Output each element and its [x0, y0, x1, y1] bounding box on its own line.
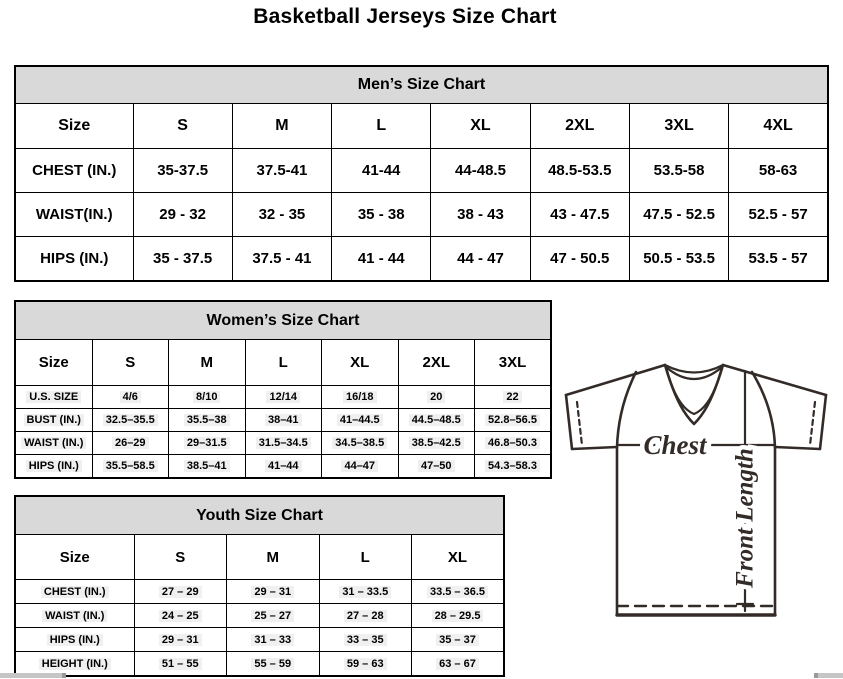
size-header-row	[15, 104, 828, 149]
size-cell: L	[319, 535, 412, 580]
row-label: HIPS (IN.)	[47, 634, 103, 646]
row-label-cell	[15, 455, 92, 479]
value-text: 41–44.5	[337, 414, 383, 426]
size-cell: M	[227, 535, 320, 580]
size-cell: XL	[431, 104, 530, 149]
value-cell: 52.5 - 57	[729, 193, 828, 237]
horizontal-scrollbar-left-fragment[interactable]	[0, 673, 66, 678]
value-text: 27 – 29	[159, 586, 202, 598]
youth-size-chart-table	[14, 495, 505, 677]
row-label-cell	[15, 580, 134, 604]
value-cell	[245, 386, 322, 409]
measurement-row	[15, 237, 828, 282]
value-cell	[227, 628, 320, 652]
row-label-cell	[15, 386, 92, 409]
scrollbar-thumb-edge[interactable]	[814, 673, 818, 678]
value-cell: 29 - 32	[133, 193, 232, 237]
value-text: 38–41	[265, 414, 302, 426]
row-label: HIPS (IN.)	[26, 460, 82, 472]
value-cell	[412, 628, 505, 652]
value-cell	[322, 432, 399, 455]
value-cell: 35 - 38	[332, 193, 431, 237]
measurement-row	[15, 628, 504, 652]
value-cell	[245, 432, 322, 455]
value-text: 35 – 37	[436, 634, 479, 646]
value-cell	[398, 455, 475, 479]
table-title: Men’s Size Chart	[15, 66, 828, 104]
row-label-cell: CHEST (IN.)	[15, 149, 133, 193]
value-text: 26–29	[112, 437, 149, 449]
value-cell	[322, 409, 399, 432]
row-label-cell	[15, 432, 92, 455]
value-cell: 41-44	[332, 149, 431, 193]
size-label-cell: Size	[15, 104, 133, 149]
value-cell: 38 - 43	[431, 193, 530, 237]
value-cell	[398, 409, 475, 432]
value-text: 34.5–38.5	[332, 437, 387, 449]
value-text: 4/6	[120, 391, 141, 403]
row-label: WAIST (IN.)	[21, 437, 86, 449]
value-text: 35.5–58.5	[103, 460, 158, 472]
measurement-row	[15, 149, 828, 193]
row-label: HEIGHT (IN.)	[39, 658, 111, 670]
value-cell	[475, 386, 552, 409]
size-cell: 2XL	[530, 104, 629, 149]
value-text: 55 – 59	[251, 658, 294, 670]
value-text: 12/14	[266, 391, 300, 403]
value-text: 38.5–42.5	[409, 437, 464, 449]
value-text: 32.5–35.5	[103, 414, 158, 426]
value-cell: 44 - 47	[431, 237, 530, 282]
womens-size-chart-table	[14, 300, 552, 479]
value-cell	[92, 409, 169, 432]
value-cell	[92, 432, 169, 455]
value-cell: 50.5 - 53.5	[629, 237, 728, 282]
jersey-measurement-diagram	[556, 358, 843, 624]
value-cell	[169, 455, 246, 479]
value-cell	[245, 409, 322, 432]
value-cell	[475, 409, 552, 432]
value-cell	[134, 628, 227, 652]
value-text: 46.8–50.3	[485, 437, 540, 449]
table-title-row	[15, 301, 551, 340]
value-cell: 32 - 35	[232, 193, 331, 237]
value-cell	[169, 409, 246, 432]
value-cell: 47.5 - 52.5	[629, 193, 728, 237]
measurement-row	[15, 580, 504, 604]
value-cell	[398, 386, 475, 409]
value-cell: 48.5-53.5	[530, 149, 629, 193]
table-title: Women’s Size Chart	[15, 301, 551, 340]
size-cell: L	[332, 104, 431, 149]
value-cell: 35 - 37.5	[133, 237, 232, 282]
value-cell: 58-63	[729, 149, 828, 193]
mens-size-chart-table	[14, 65, 829, 282]
value-text: 33.5 – 36.5	[427, 586, 488, 598]
size-cell: 4XL	[729, 104, 828, 149]
measurement-row	[15, 193, 828, 237]
value-cell: 53.5-58	[629, 149, 728, 193]
measurement-row	[15, 432, 551, 455]
size-cell: L	[245, 340, 322, 386]
value-text: 31 – 33	[251, 634, 294, 646]
value-text: 31 – 33.5	[339, 586, 391, 598]
size-cell: 3XL	[475, 340, 552, 386]
row-label-cell	[15, 604, 134, 628]
jersey-left-shoulder-line	[566, 365, 665, 395]
value-cell: 41 - 44	[332, 237, 431, 282]
table-title: Youth Size Chart	[15, 496, 504, 535]
jersey-right-cuff-dashed	[810, 402, 815, 445]
value-cell	[475, 455, 552, 479]
jersey-left-sleeve-edge	[566, 395, 572, 449]
value-cell	[319, 580, 412, 604]
value-cell	[227, 604, 320, 628]
value-cell: 43 - 47.5	[530, 193, 629, 237]
size-label-cell: Size	[15, 340, 92, 386]
measurement-row	[15, 455, 551, 479]
value-cell	[169, 386, 246, 409]
chest-label: Chest	[643, 430, 707, 460]
measurement-row	[15, 409, 551, 432]
value-text: 44–47	[341, 460, 378, 472]
value-cell: 53.5 - 57	[729, 237, 828, 282]
value-cell	[227, 652, 320, 677]
value-text: 20	[427, 391, 445, 403]
value-cell	[322, 455, 399, 479]
value-cell	[92, 455, 169, 479]
measurement-row	[15, 652, 504, 677]
table-title-row	[15, 66, 828, 104]
value-cell	[169, 432, 246, 455]
value-cell	[412, 604, 505, 628]
size-cell: XL	[322, 340, 399, 386]
value-cell	[227, 580, 320, 604]
size-cell: S	[133, 104, 232, 149]
value-text: 52.8–56.5	[485, 414, 540, 426]
jersey-right-shoulder-line	[723, 365, 826, 395]
value-cell	[319, 628, 412, 652]
value-text: 31.5–34.5	[256, 437, 311, 449]
size-cell: S	[134, 535, 227, 580]
value-cell: 47 - 50.5	[530, 237, 629, 282]
size-cell: M	[232, 104, 331, 149]
value-text: 8/10	[193, 391, 220, 403]
value-cell	[319, 604, 412, 628]
value-text: 29 – 31	[251, 586, 294, 598]
value-text: 29–31.5	[184, 437, 230, 449]
value-text: 38.5–41	[184, 460, 230, 472]
row-label-cell	[15, 409, 92, 432]
front-length-label: Front Length	[731, 448, 759, 588]
size-header-row	[15, 535, 504, 580]
row-label: CHEST (IN.)	[41, 586, 109, 598]
row-label-cell: WAIST(IN.)	[15, 193, 133, 237]
value-cell	[92, 386, 169, 409]
size-cell: XL	[412, 535, 505, 580]
value-cell	[322, 386, 399, 409]
size-header-row	[15, 340, 551, 386]
value-text: 33 – 35	[344, 634, 387, 646]
value-cell	[475, 432, 552, 455]
row-label: WAIST (IN.)	[42, 610, 107, 622]
measurement-row	[15, 386, 551, 409]
size-cell: 3XL	[629, 104, 728, 149]
size-label-cell: Size	[15, 535, 134, 580]
row-label-cell: HIPS (IN.)	[15, 237, 133, 282]
value-text: 63 – 67	[436, 658, 479, 670]
value-cell: 44-48.5	[431, 149, 530, 193]
value-text: 51 – 55	[159, 658, 202, 670]
value-cell	[245, 455, 322, 479]
table-title-row	[15, 496, 504, 535]
value-text: 25 – 27	[251, 610, 294, 622]
value-cell	[134, 604, 227, 628]
row-label: BUST (IN.)	[24, 414, 84, 426]
size-cell: S	[92, 340, 169, 386]
value-text: 44.5–48.5	[409, 414, 464, 426]
value-text: 24 – 25	[159, 610, 202, 622]
value-text: 16/18	[343, 391, 377, 403]
value-text: 41–44	[265, 460, 302, 472]
value-cell	[319, 652, 412, 677]
jersey-left-underarm	[572, 447, 617, 449]
jersey-left-cuff-dashed	[577, 402, 582, 445]
value-text: 27 – 28	[344, 610, 387, 622]
jersey-right-underarm	[775, 447, 820, 449]
size-cell: 2XL	[398, 340, 475, 386]
jersey-collar-top-arc	[665, 365, 723, 373]
value-text: 54.3–58.3	[485, 460, 540, 472]
value-cell	[412, 580, 505, 604]
value-text: 47–50	[418, 460, 455, 472]
value-cell: 37.5 - 41	[232, 237, 331, 282]
value-cell	[398, 432, 475, 455]
row-label-cell	[15, 628, 134, 652]
jersey-right-sleeve-edge	[820, 395, 826, 449]
value-text: 59 – 63	[344, 658, 387, 670]
horizontal-scrollbar-right-fragment[interactable]	[814, 673, 843, 678]
value-cell	[134, 580, 227, 604]
value-cell: 37.5-41	[232, 149, 331, 193]
row-label: U.S. SIZE	[26, 391, 81, 403]
value-text: 22	[503, 391, 521, 403]
value-cell: 35-37.5	[133, 149, 232, 193]
jersey-left-armhole-seam	[617, 372, 636, 615]
value-cell	[134, 652, 227, 677]
page-title: Basketball Jerseys Size Chart	[253, 5, 557, 28]
value-text: 35.5–38	[184, 414, 230, 426]
size-cell: M	[169, 340, 246, 386]
value-cell	[412, 652, 505, 677]
value-text: 29 – 31	[159, 634, 202, 646]
value-text: 28 – 29.5	[432, 610, 484, 622]
measurement-row	[15, 604, 504, 628]
scrollbar-thumb-edge[interactable]	[62, 673, 66, 678]
